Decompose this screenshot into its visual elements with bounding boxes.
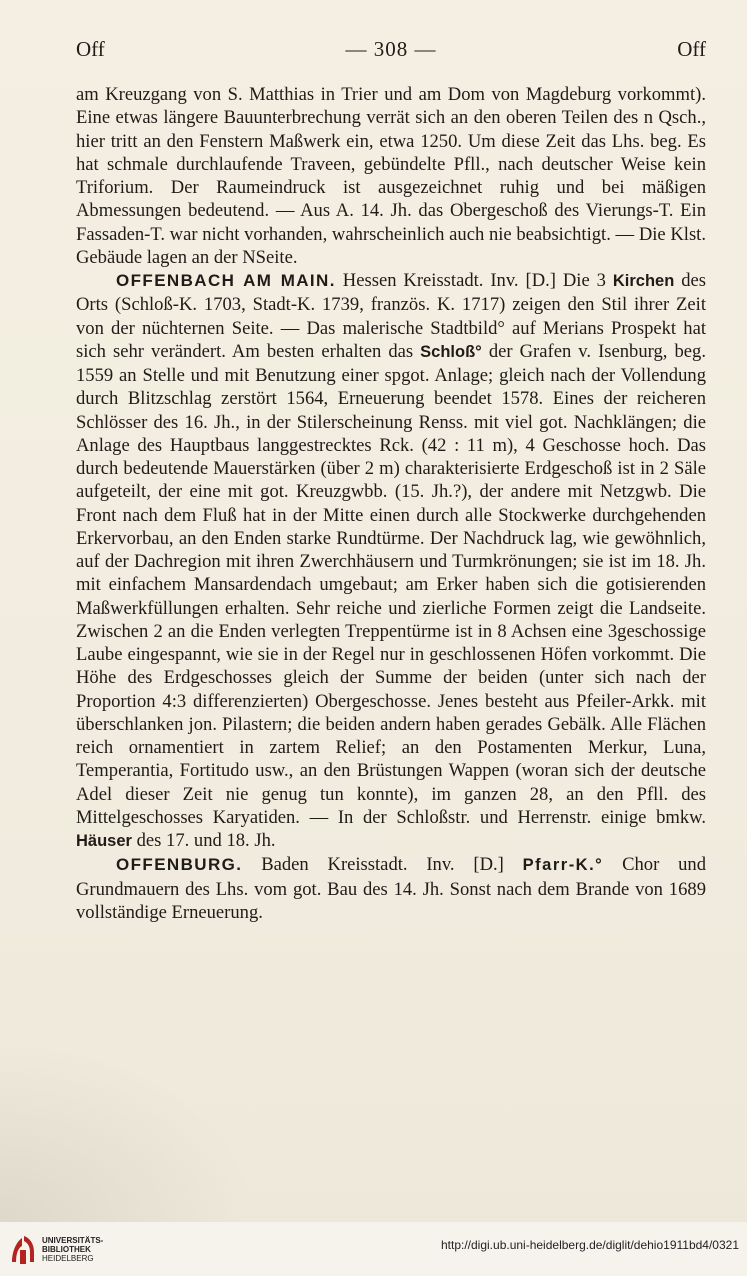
keyword-kirchen: Kirchen (612, 272, 675, 290)
entry-text: der Grafen v. Isenburg, beg. 1559 an Stelle und mit Benutzung einer spgot. Anlage; gleich nach der Vollendung durch Blitzschlag zerstört 1564, Erneuerung beendet 1578. Eines der reicheren Schlösser des 16. Jh., in der Stilerscheinung Renss. mit viel got. Nachklängen; die Anlage des Hauptbaus langgestrecktes Rck. (42 : 11 m), 4 Geschosse hoch. Das durch bedeutende Mauerstärken (über 2 m) charakterisierte Erdgeschoß ist in 2 Säle aufgeteilt, der eine mit got. Kreuzgwbb. (15. Jh.?), der andere mit Netzgwb. Die Front nach dem Fluß hat in der Mitte einen durch alle Stockwerke durchgehenden Erkervorbau, an den Enden starke Rundtürme. Der Nachdruck lag, wie gewöhnlich, auf der Dachregion mit ihren Zwerchhäusern und Turmkrönungen; sie ist im 18. Jh. mit einfachem Mansardendach umgebaut; am Erker haben sich die gotisierenden Maßwerkfüllungen erhalten. Sehr reiche und zierliche Formen zeigt die Landseite. Zwischen 2 an die Enden verlegten Treppentürme ist in 8 Achsen eine 3geschossige Laube eingespannt, wie sie in der Regel nur in geschlossenen Höfen vorkommt. Die Höhe des Erdgeschosses gleich der Summe der beiden (unter sich nach der Proportion 4:3 differenzierten) Obergeschosse. Jenes besteht aus Pfeiler-Arkk. mit überschlanken jon. Pilastern; die beiden andern haben gerades Gebälk. Alle Flächen reich ornamentiert in zartem Relief; an den Postamenten Merkur, Luna, Temperantia, Fortitudo usw., an den Brüstungen Wappen (woran sich der deutsche Adel dieser Zeit nie genug tun konnte), im ganzen 28, an den Pfll. des Mittelgeschosses Karyatiden. — In der Schloßstr. und Herrenstr. einige bmkw. (76, 340, 707, 828)
footer-bar (0, 1222, 747, 1276)
page-curl-shadow (0, 1040, 260, 1222)
page-number: — 308 — (345, 37, 437, 61)
running-head (76, 34, 706, 64)
entry-offenburg (76, 853, 706, 924)
entry-heading-offenburg: OFFENBURG. (116, 855, 243, 875)
keyword-haeuser: Häuser (76, 832, 132, 850)
body-text (76, 83, 706, 924)
library-name-line: HEIDELBERG (42, 1254, 94, 1263)
library-name (42, 1236, 103, 1263)
entry-text: Baden Kreisstadt. Inv. [D.] (242, 854, 523, 876)
entry-text: Chor und Grundmauern des Lhs. vom got. Bau des 14. Jh. Sonst nach dem Brande von 1689 vollständige Erneuerung. (76, 854, 706, 923)
keyword-schloss: Schloß° (420, 342, 482, 361)
running-head-left: Off (76, 37, 105, 61)
entry-text: des 17. und 18. Jh. (131, 830, 276, 851)
entry-offenbach (76, 269, 706, 853)
source-url-link[interactable]: http://digi.ub.uni-heidelberg.de/diglit/dehio1911bd4/0321 (440, 1238, 739, 1252)
running-head-right: Off (677, 37, 706, 61)
entry-text: Hessen Kreisstadt. Inv. [D.] Die 3 (335, 270, 613, 291)
library-name-line: BIBLIOTHEK (42, 1245, 91, 1254)
keyword-pfarr: Pfarr-K.° (522, 856, 604, 875)
library-name-line: UNIVERSITÄTS- (42, 1236, 104, 1245)
library-logo-icon (8, 1232, 38, 1268)
entry-heading-offenbach: OFFENBACH AM MAIN. (116, 271, 336, 290)
paragraph-continuation: am Kreuzgang von S. Matthias in Trier und am Dom von Magdeburg vorkommt). Eine etwas längere Bauunterbrechung verrät sich an den oberen Teilen des n Qsch., hier tritt an den Fenstern Maßwerk ein, etwa 1250. Um diese Zeit das Lhs. beg. Es hat schmale durchlaufende Traveen, gebündelte Pfll., nach deutscher Weise kein Triforium. Der Raumeindruck ist ausgezeichnet ruhig und bei mäßigen Abmessungen bedeutend. — Aus A. 14. Jh. das Obergeschoß des Vierungs-T. Ein Fassaden-T. war nicht vorhanden, wahrscheinlich auch nie beabsichtigt. — Die Klst. Gebäude lagen an der NSeite. (76, 84, 706, 268)
entry-text: des Orts (Schloß-K. 1703, Stadt-K. 1739, französ. K. 1717) zeigen den Stil ihrer Zeit von der nüchternen Seite. — Das malerische Stadtbild° auf Merians Prospekt hat sich sehr verändert. Am besten erhalten das (76, 270, 706, 362)
